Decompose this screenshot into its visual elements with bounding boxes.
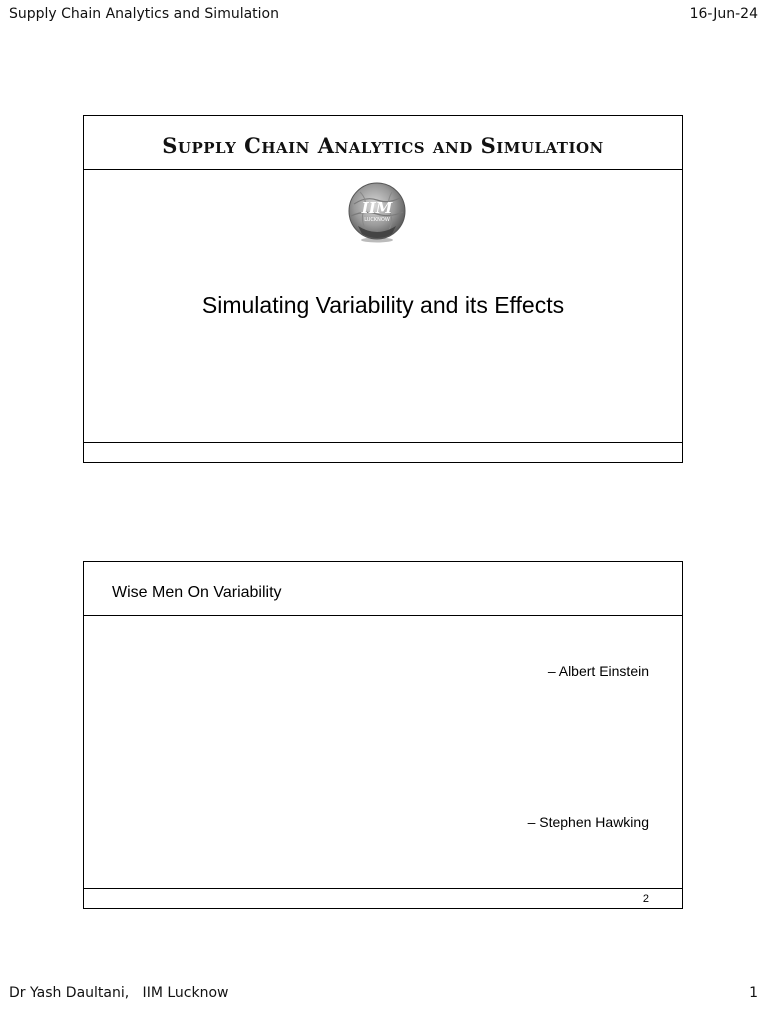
iim-lucknow-logo-icon [346,182,408,244]
page-header-title: Supply Chain Analytics and Simulation [9,6,279,22]
slide-2-title: Wise Men On Variability [112,584,282,601]
slide-2 [83,561,683,909]
quote-attribution-einstein: – Albert Einstein [547,663,649,679]
slide-number: 2 [642,893,649,905]
slide-1-subtitle: Simulating Variability and its Effects [201,292,565,318]
slide-2-bottom-bar [84,888,682,908]
quote-attribution-hawking: – Stephen Hawking [527,814,649,830]
page-footer-author: Dr Yash Daultani, IIM Lucknow [9,985,229,1001]
slide-1-title: Supply Chain Analytics and Simulation [162,133,604,158]
page-number: 1 [749,985,758,1001]
slide-1-title-bar [84,116,682,170]
slide-2-title-bar [84,562,682,616]
slide-1-bottom-bar [84,442,682,462]
svg-text:LUCKNOW: LUCKNOW [364,217,390,223]
svg-text:IIM: IIM [361,199,393,217]
page-header-date: 16-Jun-24 [689,6,758,22]
slide-1 [83,115,683,463]
